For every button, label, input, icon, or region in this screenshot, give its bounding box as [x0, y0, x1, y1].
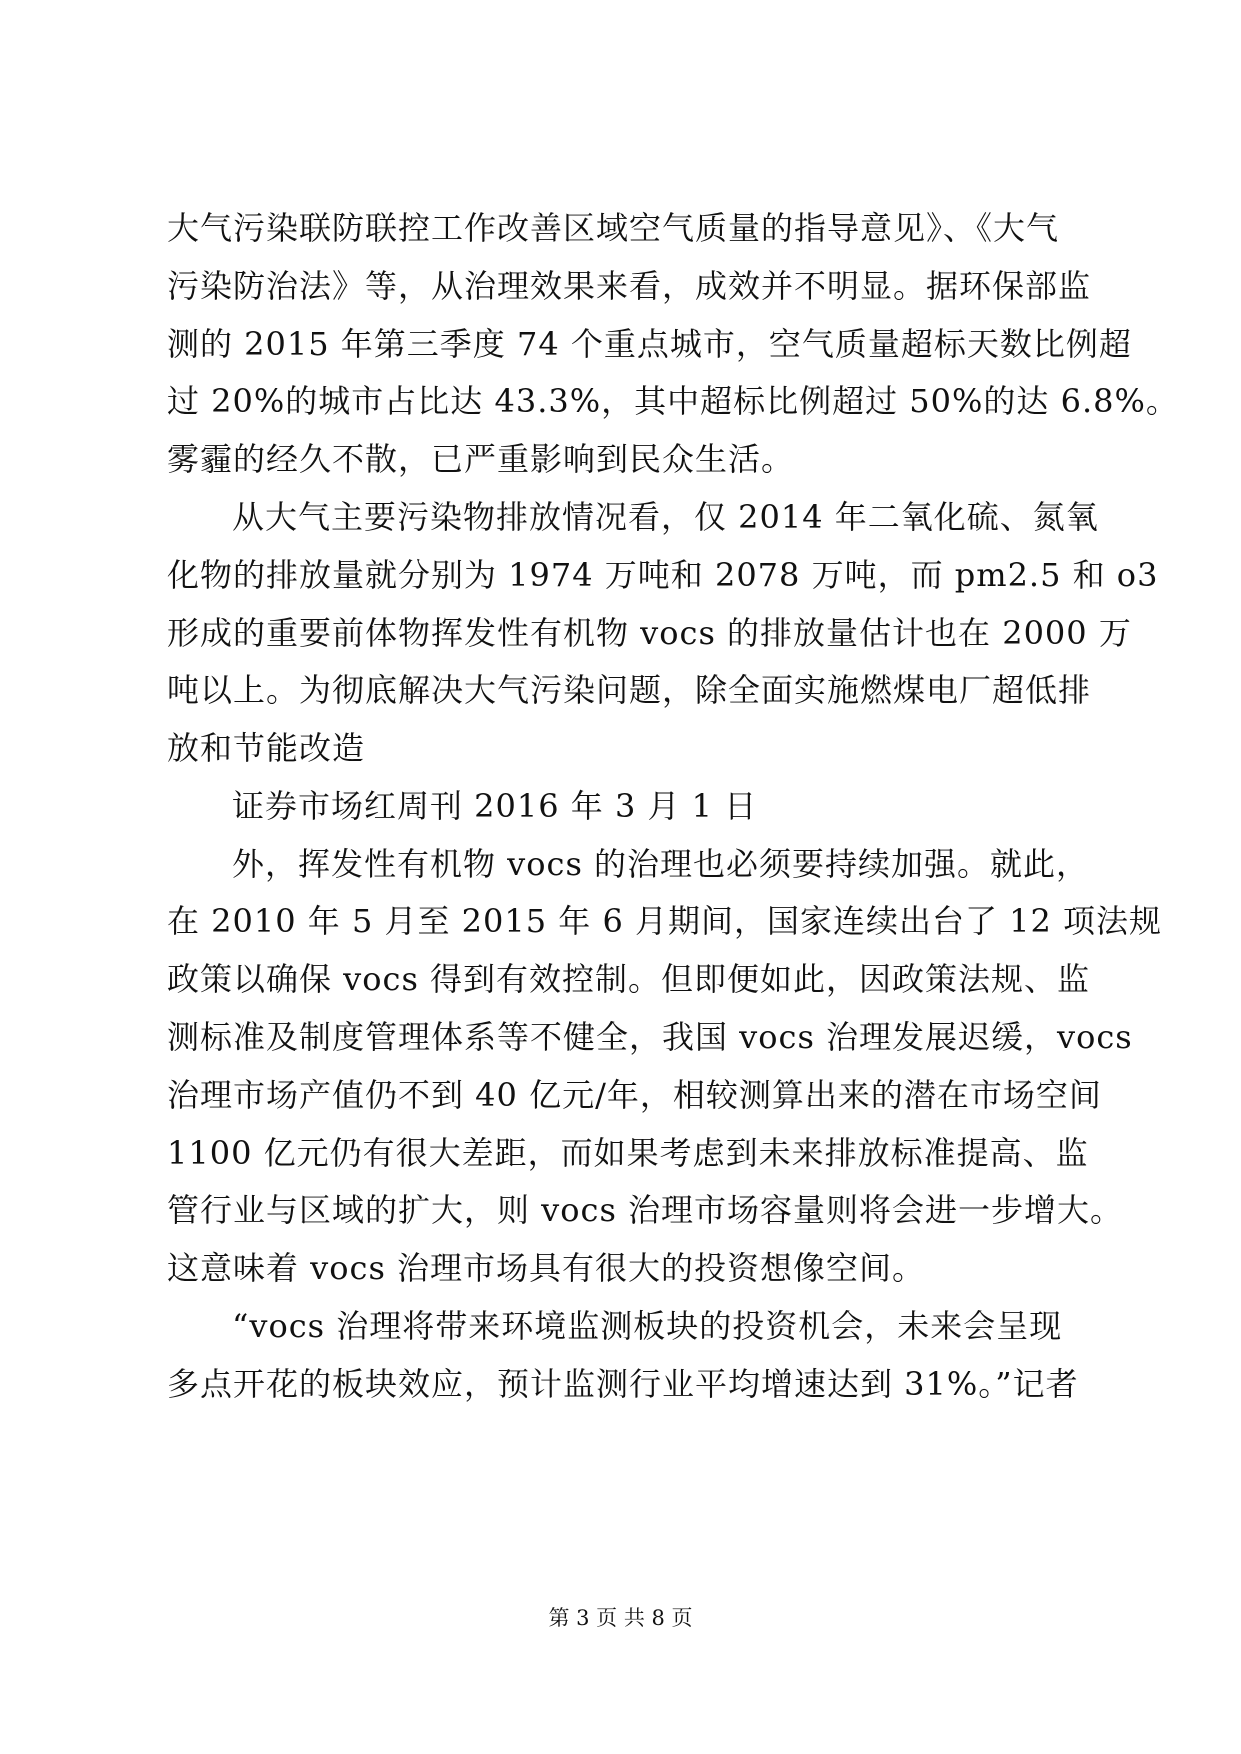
text-line: 1100 亿元仍有很大差距，而如果考虑到未来排放标准提高、监 — [167, 1134, 1089, 1172]
source-line: 证券市场红周刊 2016 年 3 月 1 日 — [232, 787, 758, 825]
text-line: 雾霾的经久不散，已严重影响到民众生活。 — [167, 440, 795, 478]
text-line: 这意味着 vocs 治理市场具有很大的投资想像空间。 — [167, 1249, 926, 1287]
text-line: 大气污染联防联控工作改善区域空气质量的指导意见》、《大气 — [167, 209, 1060, 247]
text-line: 测的 2015 年第三季度 74 个重点城市，空气质量超标天数比例超 — [167, 325, 1132, 363]
text-line: 过 20%的城市占比达 43.3%，其中超标比例超过 50%的达 6.8%。 — [167, 382, 1179, 420]
text-line: 治理市场产值仍不到 40 亿元/年，相较测算出来的潜在市场空间 — [167, 1076, 1102, 1114]
text-line: 化物的排放量就分别为 1974 万吨和 2078 万吨，而 pm2.5 和 o3 — [167, 556, 1159, 594]
text-line: 在 2010 年 5 月至 2015 年 6 月期间，国家连续出台了 12 项法规 — [167, 902, 1163, 940]
text-line: 多点开花的板块效应，预计监测行业平均增速达到 31%。”记者 — [167, 1365, 1079, 1403]
text-line: 政策以确保 vocs 得到有效控制。但即便如此，因政策法规、监 — [167, 960, 1091, 998]
page-number-footer: 第 3 页 共 8 页 — [548, 1606, 693, 1630]
text-line: 形成的重要前体物挥发性有机物 vocs 的排放量估计也在 2000 万 — [167, 614, 1132, 652]
paragraph-start-line: “vocs 治理将带来环境监测板块的投资机会，未来会呈现 — [232, 1307, 1063, 1345]
text-line: 管行业与区域的扩大，则 vocs 治理市场容量则将会进一步增大。 — [167, 1191, 1124, 1229]
text-line: 放和节能改造 — [167, 729, 366, 767]
text-line: 污染防治法》等，从治理效果来看，成效并不明显。据环保部监 — [167, 267, 1092, 305]
paragraph-start-line: 从大气主要污染物排放情况看，仅 2014 年二氧化硫、氮氧 — [232, 498, 1099, 536]
text-line: 测标准及制度管理体系等不健全，我国 vocs 治理发展迟缓，vocs — [167, 1018, 1133, 1056]
paragraph-start-line: 外，挥发性有机物 vocs 的治理也必须要持续加强。就此， — [232, 845, 1090, 883]
text-line: 吨以上。为彻底解决大气污染问题，除全面实施燃煤电厂超低排 — [167, 671, 1092, 709]
